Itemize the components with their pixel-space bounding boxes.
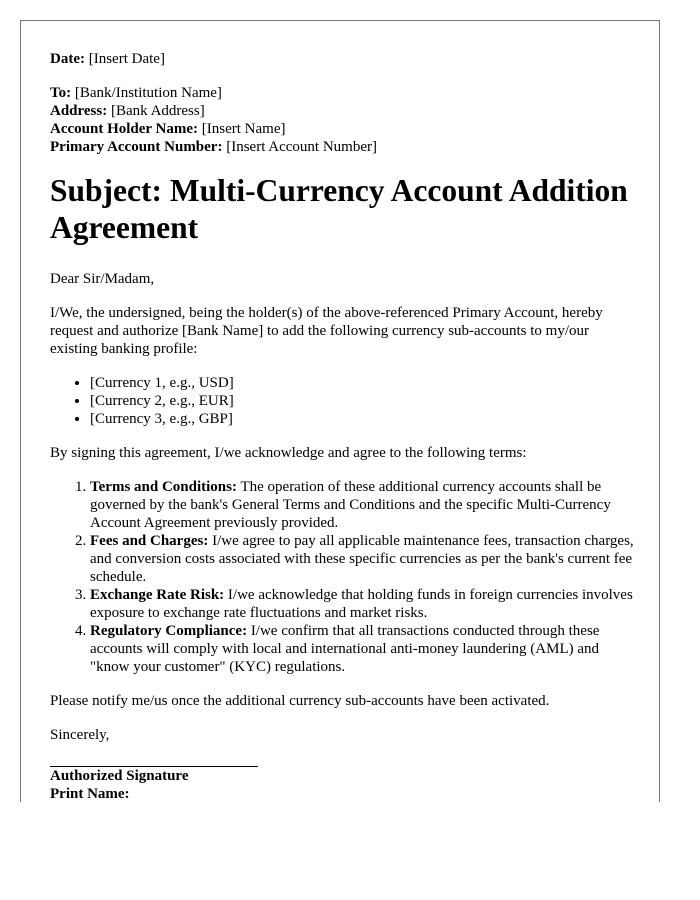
term-text: The operation of these additional currency accounts shall be governed by the bank's General Terms and Conditions and the specific Multi-Currency Account Agreement previously provided. (90, 479, 611, 531)
account-holder-value: [Insert Name] (198, 121, 286, 137)
sign-off: Sincerely, (50, 727, 110, 743)
to-row (50, 84, 640, 102)
date-label: Date: (50, 51, 85, 67)
term-title: Exchange Rate Risk: (90, 587, 225, 603)
address-value: [Bank Address] (107, 103, 205, 119)
terms-intro: By signing this agreement, I/we acknowledge and agree to the following terms: (50, 445, 527, 461)
salutation: Dear Sir/Madam, (50, 271, 155, 287)
term-item (90, 586, 640, 622)
letter-page (20, 20, 660, 802)
term-text: I/we agree to pay all applicable maintenance fees, transaction charges, and conversion costs associated with these specific currencies as per the bank's current fee schedule. (90, 533, 634, 585)
term-text: I/we acknowledge that holding funds in foreign currencies involves exposure to exchange rate fluctuations and market risks. (90, 587, 633, 621)
currency-list-item: • [Currency 1, e.g., USD] (90, 374, 640, 392)
currency-list-item: • [Currency 3, e.g., GBP] (90, 410, 640, 428)
date-value: [Insert Date] (84, 51, 165, 67)
term-title: Regulatory Compliance: (90, 623, 248, 639)
to-value: [Bank/Institution Name] (71, 85, 222, 101)
account-holder-row (50, 120, 640, 138)
term-item (90, 532, 640, 586)
intro-paragraph: I/We, the undersigned, being the holder(s) of the above-referenced Primary Account, hereby request and authorize [Bank Name] to add the following currency sub-accounts to my/our existing banking profile: (50, 305, 603, 357)
address-row (50, 102, 640, 120)
account-holder-label: Account Holder Name: (50, 121, 199, 137)
print-name-label: Print Name: (50, 786, 130, 802)
signature-label: Authorized Signature (50, 768, 189, 784)
terms-list (50, 478, 640, 676)
letter-content (50, 50, 640, 802)
closing-note: Please notify me/us once the additional currency sub-accounts have been activated. (50, 693, 550, 709)
currency-list-item: • [Currency 2, e.g., EUR] (90, 392, 640, 410)
term-text: I/we confirm that all transactions conducted through these accounts will comply with local and international anti-money laundering (AML) and "know your customer" (KYC) regulations. (90, 623, 600, 675)
primary-account-row (50, 138, 640, 156)
primary-account-value: [Insert Account Number] (222, 139, 378, 155)
currency-list (50, 374, 640, 428)
address-label: Address: (50, 103, 108, 119)
to-label: To: (50, 85, 72, 101)
term-title: Fees and Charges: (90, 533, 209, 549)
primary-account-label: Primary Account Number: (50, 139, 223, 155)
term-title: Terms and Conditions: (90, 479, 237, 495)
term-item (90, 478, 640, 532)
subject-heading: Subject: Multi-Currency Account Addition Agreement (50, 173, 628, 245)
date-row (50, 50, 640, 68)
term-item (90, 622, 640, 676)
